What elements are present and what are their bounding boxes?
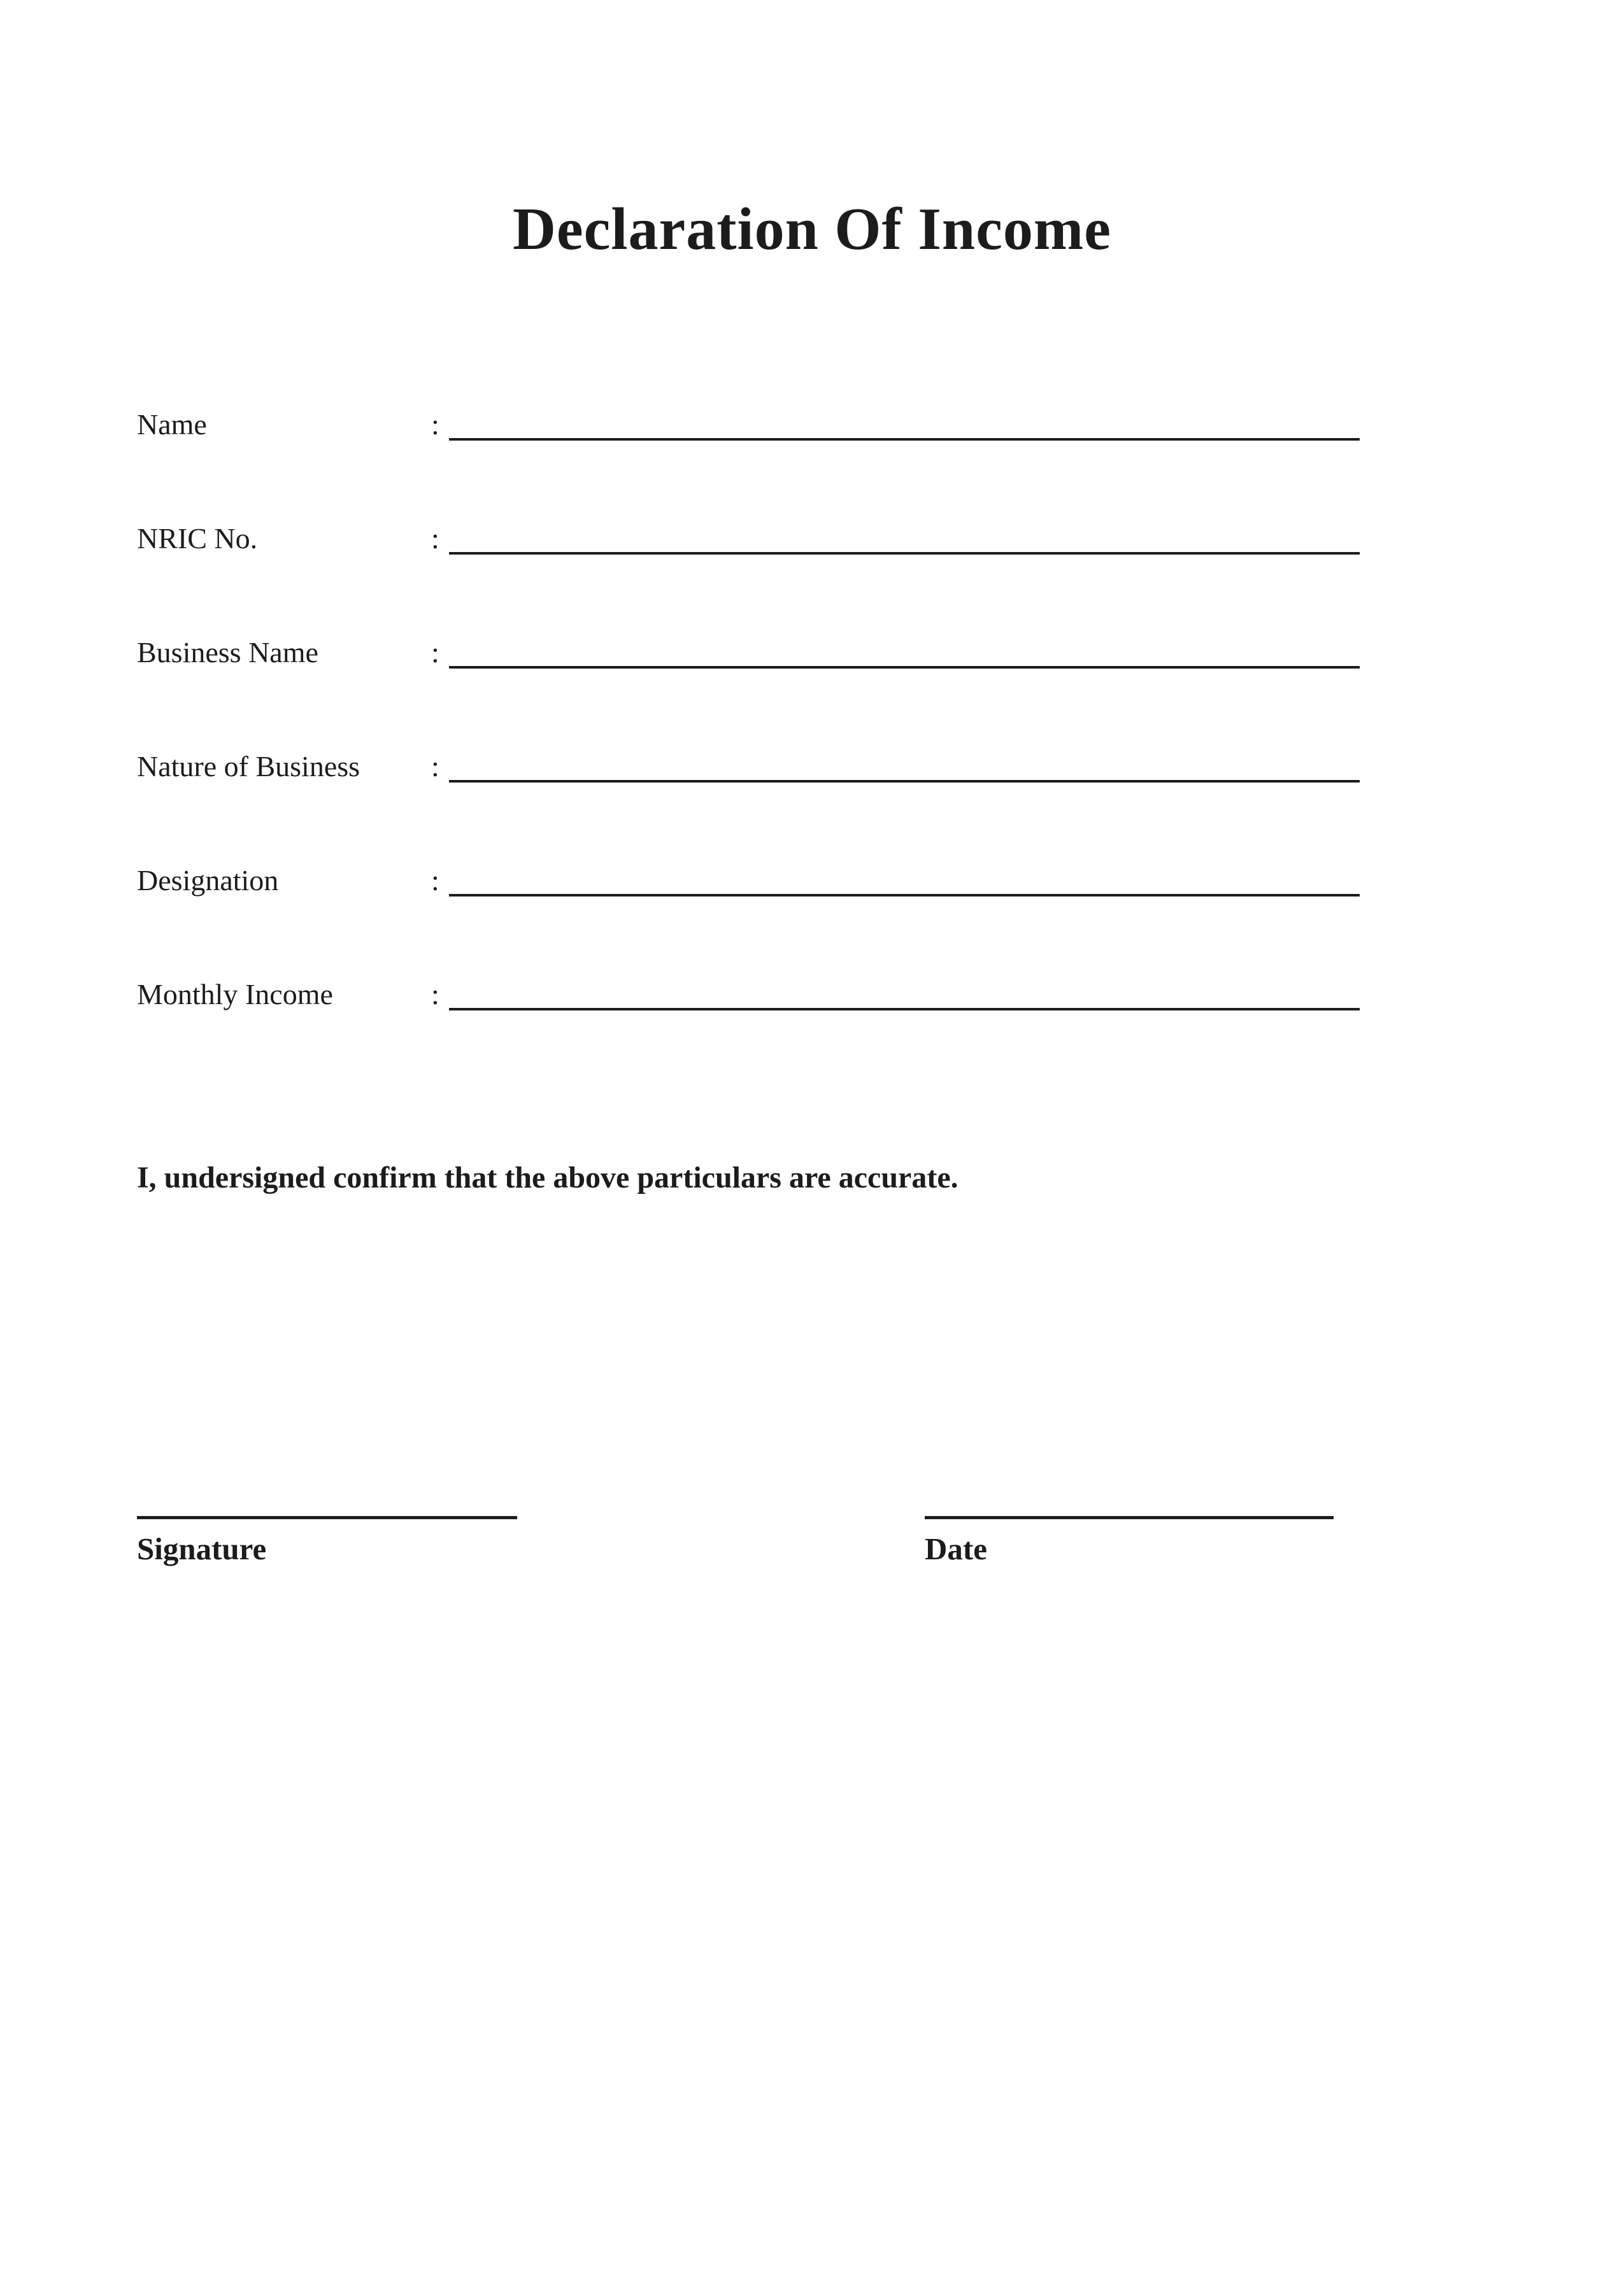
nature-of-business-fill-line: [449, 780, 1360, 783]
field-row-designation: [137, 863, 1363, 977]
form-fields: [137, 407, 1363, 1091]
signature-label: Signature: [137, 1531, 267, 1566]
nature-of-business-label: Nature of Business: [137, 750, 360, 783]
nature-of-business-colon: :: [431, 750, 439, 783]
field-row-name: [137, 407, 1363, 521]
monthly-income-label: Monthly Income: [137, 978, 333, 1010]
field-row-business-name: [137, 635, 1363, 749]
date-fill-line: [925, 1516, 1334, 1519]
date-label: Date: [925, 1531, 987, 1566]
signature-fill-line: [137, 1516, 517, 1519]
name-fill-line: [449, 438, 1360, 441]
field-row-nric: [137, 521, 1363, 635]
nric-label: NRIC No.: [137, 522, 258, 555]
business-name-label: Business Name: [137, 636, 318, 669]
page-title: Declaration Of Income: [513, 196, 1111, 262]
field-row-nature-of-business: [137, 749, 1363, 863]
monthly-income-colon: :: [431, 978, 439, 1010]
business-name-colon: :: [431, 636, 439, 669]
nric-fill-line: [449, 552, 1360, 555]
designation-fill-line: [449, 894, 1360, 896]
confirmation-statement: I, undersigned confirm that the above particulars are accurate.: [137, 1161, 958, 1194]
designation-colon: :: [431, 864, 439, 896]
nric-colon: :: [431, 522, 439, 555]
name-label: Name: [137, 408, 207, 441]
monthly-income-fill-line: [449, 1008, 1360, 1010]
designation-label: Designation: [137, 864, 279, 896]
name-colon: :: [431, 408, 439, 441]
business-name-fill-line: [449, 666, 1360, 669]
field-row-monthly-income: [137, 977, 1363, 1091]
